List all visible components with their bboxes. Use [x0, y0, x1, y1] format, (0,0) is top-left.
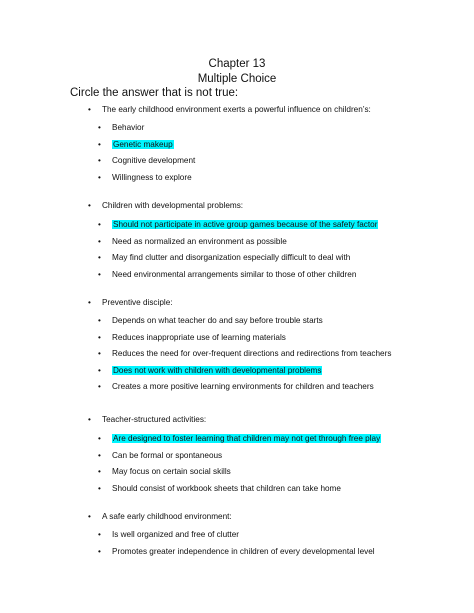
- answer-option: [112, 219, 378, 230]
- answer-text: Is well organized and free of clutter: [112, 530, 239, 539]
- answer-option: [112, 483, 341, 494]
- answer-option: [112, 122, 144, 133]
- answer-option: [112, 381, 374, 392]
- answer-option: [112, 332, 286, 343]
- answer-option: [112, 365, 322, 376]
- section-subtitle: Multiple Choice: [197, 73, 277, 85]
- question-stem: • Children with developmental problems:: [102, 200, 243, 211]
- answer-option: [112, 252, 350, 263]
- answer-option: [112, 450, 222, 461]
- highlighted-answer-text: Does not work with children with developmental problems: [113, 365, 322, 375]
- highlighted-answer-text: Are designed to foster learning that children may not get through free play: [113, 434, 381, 443]
- answer-text: Cognitive development: [112, 156, 196, 165]
- answer-text: Depends on what teacher do and say before trouble starts: [112, 316, 323, 325]
- answer-text: Behavior: [112, 123, 145, 132]
- answer-text: Reduces the need for over-frequent directions and redirections from teachers: [112, 349, 392, 358]
- answer-option: [112, 172, 192, 183]
- answer-text: Willingness to explore: [112, 172, 192, 182]
- instruction-text: Circle the answer that is not true:: [70, 87, 239, 99]
- answer-option: [112, 546, 375, 557]
- question-stem: • The early childhood environment exerts a powerful influence on children’s:: [102, 104, 371, 115]
- answer-option: [112, 348, 391, 359]
- answer-text: Creates a more positive learning environments for children and teachers: [112, 382, 374, 391]
- answer-text: Reduces inappropriate use of learning materials: [112, 332, 286, 342]
- answer-option: [112, 466, 231, 477]
- answer-text: Promotes greater independence in children of every developmental level: [112, 546, 375, 556]
- question-stem: • Preventive disciple:: [102, 297, 173, 308]
- highlighted-answer-text: Genetic makeup: [113, 139, 173, 149]
- answer-option: [112, 139, 174, 150]
- answer-option: [112, 529, 239, 540]
- answer-text: Should consist of workbook sheets that children can take home: [112, 483, 341, 493]
- answer-option: [112, 433, 381, 444]
- answer-text: Need as normalized an environment as possible: [112, 236, 287, 246]
- question-stem: • Teacher-structured activities:: [102, 414, 206, 425]
- answer-text: May focus on certain social skills: [112, 467, 231, 476]
- answer-text: Can be formal or spontaneous: [112, 450, 223, 460]
- answer-text: May find clutter and disorganization especially difficult to deal with: [112, 253, 351, 262]
- chapter-title: Chapter 13: [208, 58, 266, 70]
- answer-option: [112, 236, 287, 247]
- answer-option: [112, 155, 195, 166]
- highlighted-answer-text: Should not participate in active group games because of the safety factor: [113, 220, 378, 229]
- answer-text: Need environmental arrangements similar to those of other children: [112, 269, 357, 279]
- answer-option: [112, 315, 323, 326]
- answer-option: [112, 269, 356, 280]
- question-stem: • A safe early childhood environment:: [102, 511, 232, 522]
